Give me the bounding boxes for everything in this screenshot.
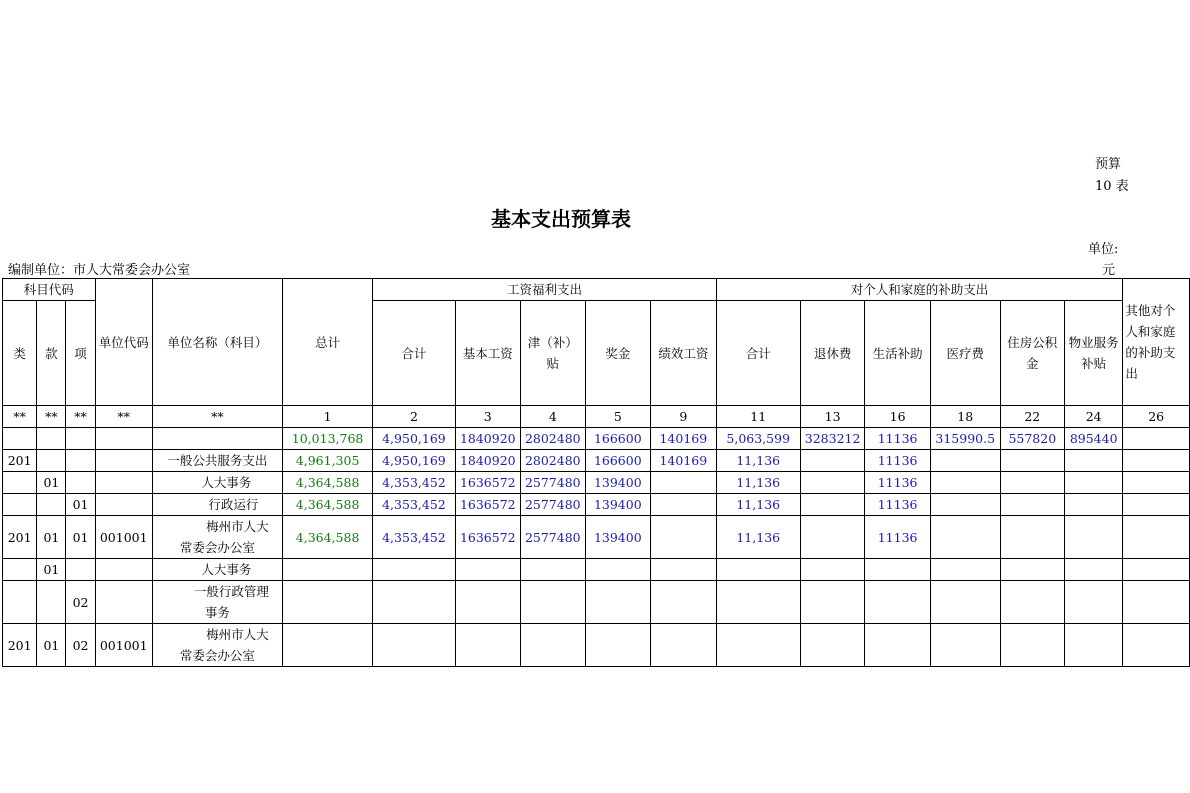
cell-property-subsidy xyxy=(1065,472,1123,494)
cell-medical xyxy=(930,494,1000,516)
cell-section: 01 xyxy=(37,516,66,559)
cell-basic-salary xyxy=(455,581,521,624)
cell-retirement xyxy=(800,624,864,667)
cell-total: 4,364,588 xyxy=(282,516,373,559)
cell-performance xyxy=(651,624,717,667)
cell-housing-fund xyxy=(1000,559,1064,581)
cell-other xyxy=(1123,624,1190,667)
cell-other xyxy=(1123,559,1190,581)
header-row-1 xyxy=(3,279,1190,301)
table-row xyxy=(3,516,1190,559)
cell-section xyxy=(37,581,66,624)
col-bonus: 奖金 xyxy=(585,301,651,406)
cell-performance xyxy=(651,559,717,581)
cell-personal-total: 11,136 xyxy=(716,472,800,494)
cell-bonus: 139400 xyxy=(585,494,651,516)
col-performance-salary: 绩效工资 xyxy=(651,301,717,406)
cell-section xyxy=(37,494,66,516)
cell-property-subsidy xyxy=(1065,559,1123,581)
col-subject-code: 科目代码 xyxy=(3,279,96,301)
cell-bonus xyxy=(585,581,651,624)
cell-unit-code xyxy=(95,581,152,624)
unit-name-line2: 事务 xyxy=(204,605,230,620)
cell-unit-code: 001001 xyxy=(95,516,152,559)
cell-allowance: 2577480 xyxy=(521,516,585,559)
cell-class xyxy=(3,581,37,624)
index-cell: 5 xyxy=(585,406,651,428)
cell-class xyxy=(3,428,37,450)
cell-unit-name: 一般公共服务支出 xyxy=(152,450,282,472)
cell-total xyxy=(282,559,373,581)
cell-section: 01 xyxy=(37,559,66,581)
cell-basic-salary: 1636572 xyxy=(455,472,521,494)
cell-performance xyxy=(651,472,717,494)
cell-performance xyxy=(651,581,717,624)
table-row xyxy=(3,581,1190,624)
cell-allowance: 2802480 xyxy=(521,428,585,450)
cell-personal-total: 11,136 xyxy=(716,516,800,559)
cell-bonus: 166600 xyxy=(585,450,651,472)
cell-living-subsidy: 11136 xyxy=(865,428,931,450)
cell-total: 4,364,588 xyxy=(282,472,373,494)
cell-allowance: 2577480 xyxy=(521,472,585,494)
page-title: 基本支出预算表 xyxy=(491,207,631,231)
cell-basic-salary xyxy=(455,624,521,667)
cell-section xyxy=(37,450,66,472)
index-cell: 24 xyxy=(1065,406,1123,428)
cell-basic-salary: 1636572 xyxy=(455,516,521,559)
cell-allowance xyxy=(521,581,585,624)
cell-bonus xyxy=(585,559,651,581)
cell-item: 01 xyxy=(66,494,95,516)
index-cell: 3 xyxy=(455,406,521,428)
cell-unit-name xyxy=(152,624,282,667)
col-personal-group: 对个人和家庭的补助支出 xyxy=(716,279,1123,301)
cell-class: 201 xyxy=(3,624,37,667)
cell-retirement xyxy=(800,494,864,516)
index-cell: 2 xyxy=(373,406,455,428)
cell-class: 201 xyxy=(3,450,37,472)
cell-salary-total: 4,353,452 xyxy=(373,516,455,559)
cell-class xyxy=(3,472,37,494)
cell-unit-code xyxy=(95,559,152,581)
index-cell: ** xyxy=(95,406,152,428)
col-medical: 医疗费 xyxy=(930,301,1000,406)
cell-medical xyxy=(930,624,1000,667)
cell-property-subsidy xyxy=(1065,494,1123,516)
cell-bonus: 139400 xyxy=(585,472,651,494)
cell-retirement: 3283212 xyxy=(800,428,864,450)
cell-salary-total: 4,950,169 xyxy=(373,428,455,450)
cell-living-subsidy: 11136 xyxy=(865,516,931,559)
col-class: 类 xyxy=(3,301,37,406)
index-cell: 26 xyxy=(1123,406,1190,428)
cell-medical xyxy=(930,559,1000,581)
cell-unit-code: 001001 xyxy=(95,624,152,667)
cell-allowance: 2802480 xyxy=(521,450,585,472)
index-cell: 1 xyxy=(282,406,373,428)
cell-bonus: 166600 xyxy=(585,428,651,450)
index-cell: 13 xyxy=(800,406,864,428)
cell-retirement xyxy=(800,516,864,559)
form-number-line2: 10 表 xyxy=(1095,179,1129,194)
index-row xyxy=(3,406,1190,428)
cell-allowance: 2577480 xyxy=(521,494,585,516)
cell-class xyxy=(3,559,37,581)
form-number xyxy=(1095,154,1129,198)
cell-item xyxy=(66,559,95,581)
budget-table xyxy=(2,278,1190,667)
cell-basic-salary xyxy=(455,559,521,581)
col-property-subsidy: 物业服务补贴 xyxy=(1065,301,1123,406)
cell-personal-total: 5,063,599 xyxy=(716,428,800,450)
cell-item xyxy=(66,450,95,472)
cell-unit-code xyxy=(95,494,152,516)
unit-name-line1: 一般行政管理 xyxy=(193,584,269,599)
cell-other xyxy=(1123,472,1190,494)
cell-salary-total xyxy=(373,624,455,667)
index-cell: 16 xyxy=(865,406,931,428)
cell-salary-total xyxy=(373,559,455,581)
cell-retirement xyxy=(800,450,864,472)
form-number-line1: 预算 xyxy=(1095,157,1122,172)
col-salary-total: 合计 xyxy=(373,301,455,406)
cell-housing-fund: 557820 xyxy=(1000,428,1064,450)
cell-total xyxy=(282,581,373,624)
index-cell: 4 xyxy=(521,406,585,428)
table-row xyxy=(3,428,1190,450)
cell-salary-total: 4,353,452 xyxy=(373,494,455,516)
index-cell: ** xyxy=(66,406,95,428)
col-total: 总计 xyxy=(282,279,373,406)
cell-personal-total xyxy=(716,559,800,581)
cell-unit-code xyxy=(95,428,152,450)
cell-property-subsidy xyxy=(1065,581,1123,624)
cell-housing-fund xyxy=(1000,516,1064,559)
cell-housing-fund xyxy=(1000,624,1064,667)
cell-property-subsidy: 895440 xyxy=(1065,428,1123,450)
cell-basic-salary: 1840920 xyxy=(455,428,521,450)
col-personal-total: 合计 xyxy=(716,301,800,406)
cell-medical xyxy=(930,581,1000,624)
cell-other xyxy=(1123,494,1190,516)
cell-class xyxy=(3,494,37,516)
cell-item: 02 xyxy=(66,624,95,667)
cell-other xyxy=(1123,581,1190,624)
cell-retirement xyxy=(800,472,864,494)
cell-class: 201 xyxy=(3,516,37,559)
cell-living-subsidy: 11136 xyxy=(865,450,931,472)
unit-name-line2: 常委会办公室 xyxy=(179,540,255,555)
compiling-unit: 编制单位：市人大常委会办公室 xyxy=(8,263,191,278)
col-retirement: 退休费 xyxy=(800,301,864,406)
unit-name-line1: 梅州市人大 xyxy=(206,627,269,642)
cell-personal-total: 11,136 xyxy=(716,494,800,516)
index-cell: ** xyxy=(37,406,66,428)
cell-item: 02 xyxy=(66,581,95,624)
cell-medical: 315990.5 xyxy=(930,428,1000,450)
cell-living-subsidy xyxy=(865,624,931,667)
cell-property-subsidy xyxy=(1065,624,1123,667)
cell-salary-total xyxy=(373,581,455,624)
cell-retirement xyxy=(800,559,864,581)
cell-housing-fund xyxy=(1000,581,1064,624)
cell-living-subsidy xyxy=(865,581,931,624)
cell-section: 01 xyxy=(37,472,66,494)
cell-unit-code xyxy=(95,450,152,472)
col-salary-group: 工资福利支出 xyxy=(373,279,716,301)
cell-medical xyxy=(930,516,1000,559)
col-housing-fund: 住房公积金 xyxy=(1000,301,1064,406)
cell-allowance xyxy=(521,559,585,581)
cell-unit-code xyxy=(95,472,152,494)
col-section: 款 xyxy=(37,301,66,406)
cell-unit-name xyxy=(152,581,282,624)
cell-living-subsidy xyxy=(865,559,931,581)
cell-basic-salary: 1636572 xyxy=(455,494,521,516)
unit-label: 单位: xyxy=(1088,242,1119,257)
col-item: 项 xyxy=(66,301,95,406)
index-cell: 18 xyxy=(930,406,1000,428)
cell-retirement xyxy=(800,581,864,624)
cell-bonus: 139400 xyxy=(585,516,651,559)
col-unit-name: 单位名称（科目） xyxy=(152,279,282,406)
cell-section xyxy=(37,428,66,450)
cell-total: 4,961,305 xyxy=(282,450,373,472)
index-cell: 9 xyxy=(651,406,717,428)
cell-allowance xyxy=(521,624,585,667)
table-row xyxy=(3,472,1190,494)
col-allowance: 津（补）贴 xyxy=(521,301,585,406)
cell-unit-name: 人大事务 xyxy=(152,559,282,581)
cell-salary-total: 4,353,452 xyxy=(373,472,455,494)
col-other-personal: 其他对个人和家庭的补助支出 xyxy=(1123,279,1190,406)
cell-living-subsidy: 11136 xyxy=(865,472,931,494)
cell-total: 10,013,768 xyxy=(282,428,373,450)
cell-salary-total: 4,950,169 xyxy=(373,450,455,472)
cell-housing-fund xyxy=(1000,494,1064,516)
cell-property-subsidy xyxy=(1065,516,1123,559)
unit-name-line1: 梅州市人大 xyxy=(206,519,269,534)
cell-living-subsidy: 11136 xyxy=(865,494,931,516)
cell-housing-fund xyxy=(1000,472,1064,494)
index-cell: 11 xyxy=(716,406,800,428)
cell-performance: 140169 xyxy=(651,450,717,472)
cell-other xyxy=(1123,428,1190,450)
cell-personal-total xyxy=(716,624,800,667)
cell-total xyxy=(282,624,373,667)
unit-name-line2: 常委会办公室 xyxy=(179,648,255,663)
table-row xyxy=(3,624,1190,667)
cell-other xyxy=(1123,450,1190,472)
table-row xyxy=(3,450,1190,472)
cell-performance: 140169 xyxy=(651,428,717,450)
cell-other xyxy=(1123,516,1190,559)
cell-medical xyxy=(930,472,1000,494)
cell-medical xyxy=(930,450,1000,472)
cell-performance xyxy=(651,494,717,516)
cell-personal-total: 11,136 xyxy=(716,450,800,472)
col-unit-code: 单位代码 xyxy=(95,279,152,406)
cell-personal-total xyxy=(716,581,800,624)
cell-unit-name: 行政运行 xyxy=(152,494,282,516)
cell-housing-fund xyxy=(1000,450,1064,472)
cell-property-subsidy xyxy=(1065,450,1123,472)
cell-section: 01 xyxy=(37,624,66,667)
unit-value: 元 xyxy=(1102,263,1116,278)
cell-unit-name xyxy=(152,428,282,450)
col-basic-salary: 基本工资 xyxy=(455,301,521,406)
cell-basic-salary: 1840920 xyxy=(455,450,521,472)
table-row xyxy=(3,494,1190,516)
index-cell: ** xyxy=(152,406,282,428)
index-cell: ** xyxy=(3,406,37,428)
cell-unit-name xyxy=(152,516,282,559)
cell-item xyxy=(66,428,95,450)
table-row xyxy=(3,559,1190,581)
cell-total: 4,364,588 xyxy=(282,494,373,516)
cell-bonus xyxy=(585,624,651,667)
cell-unit-name: 人大事务 xyxy=(152,472,282,494)
cell-item: 01 xyxy=(66,516,95,559)
cell-item xyxy=(66,472,95,494)
index-cell: 22 xyxy=(1000,406,1064,428)
cell-performance xyxy=(651,516,717,559)
col-living-subsidy: 生活补助 xyxy=(865,301,931,406)
